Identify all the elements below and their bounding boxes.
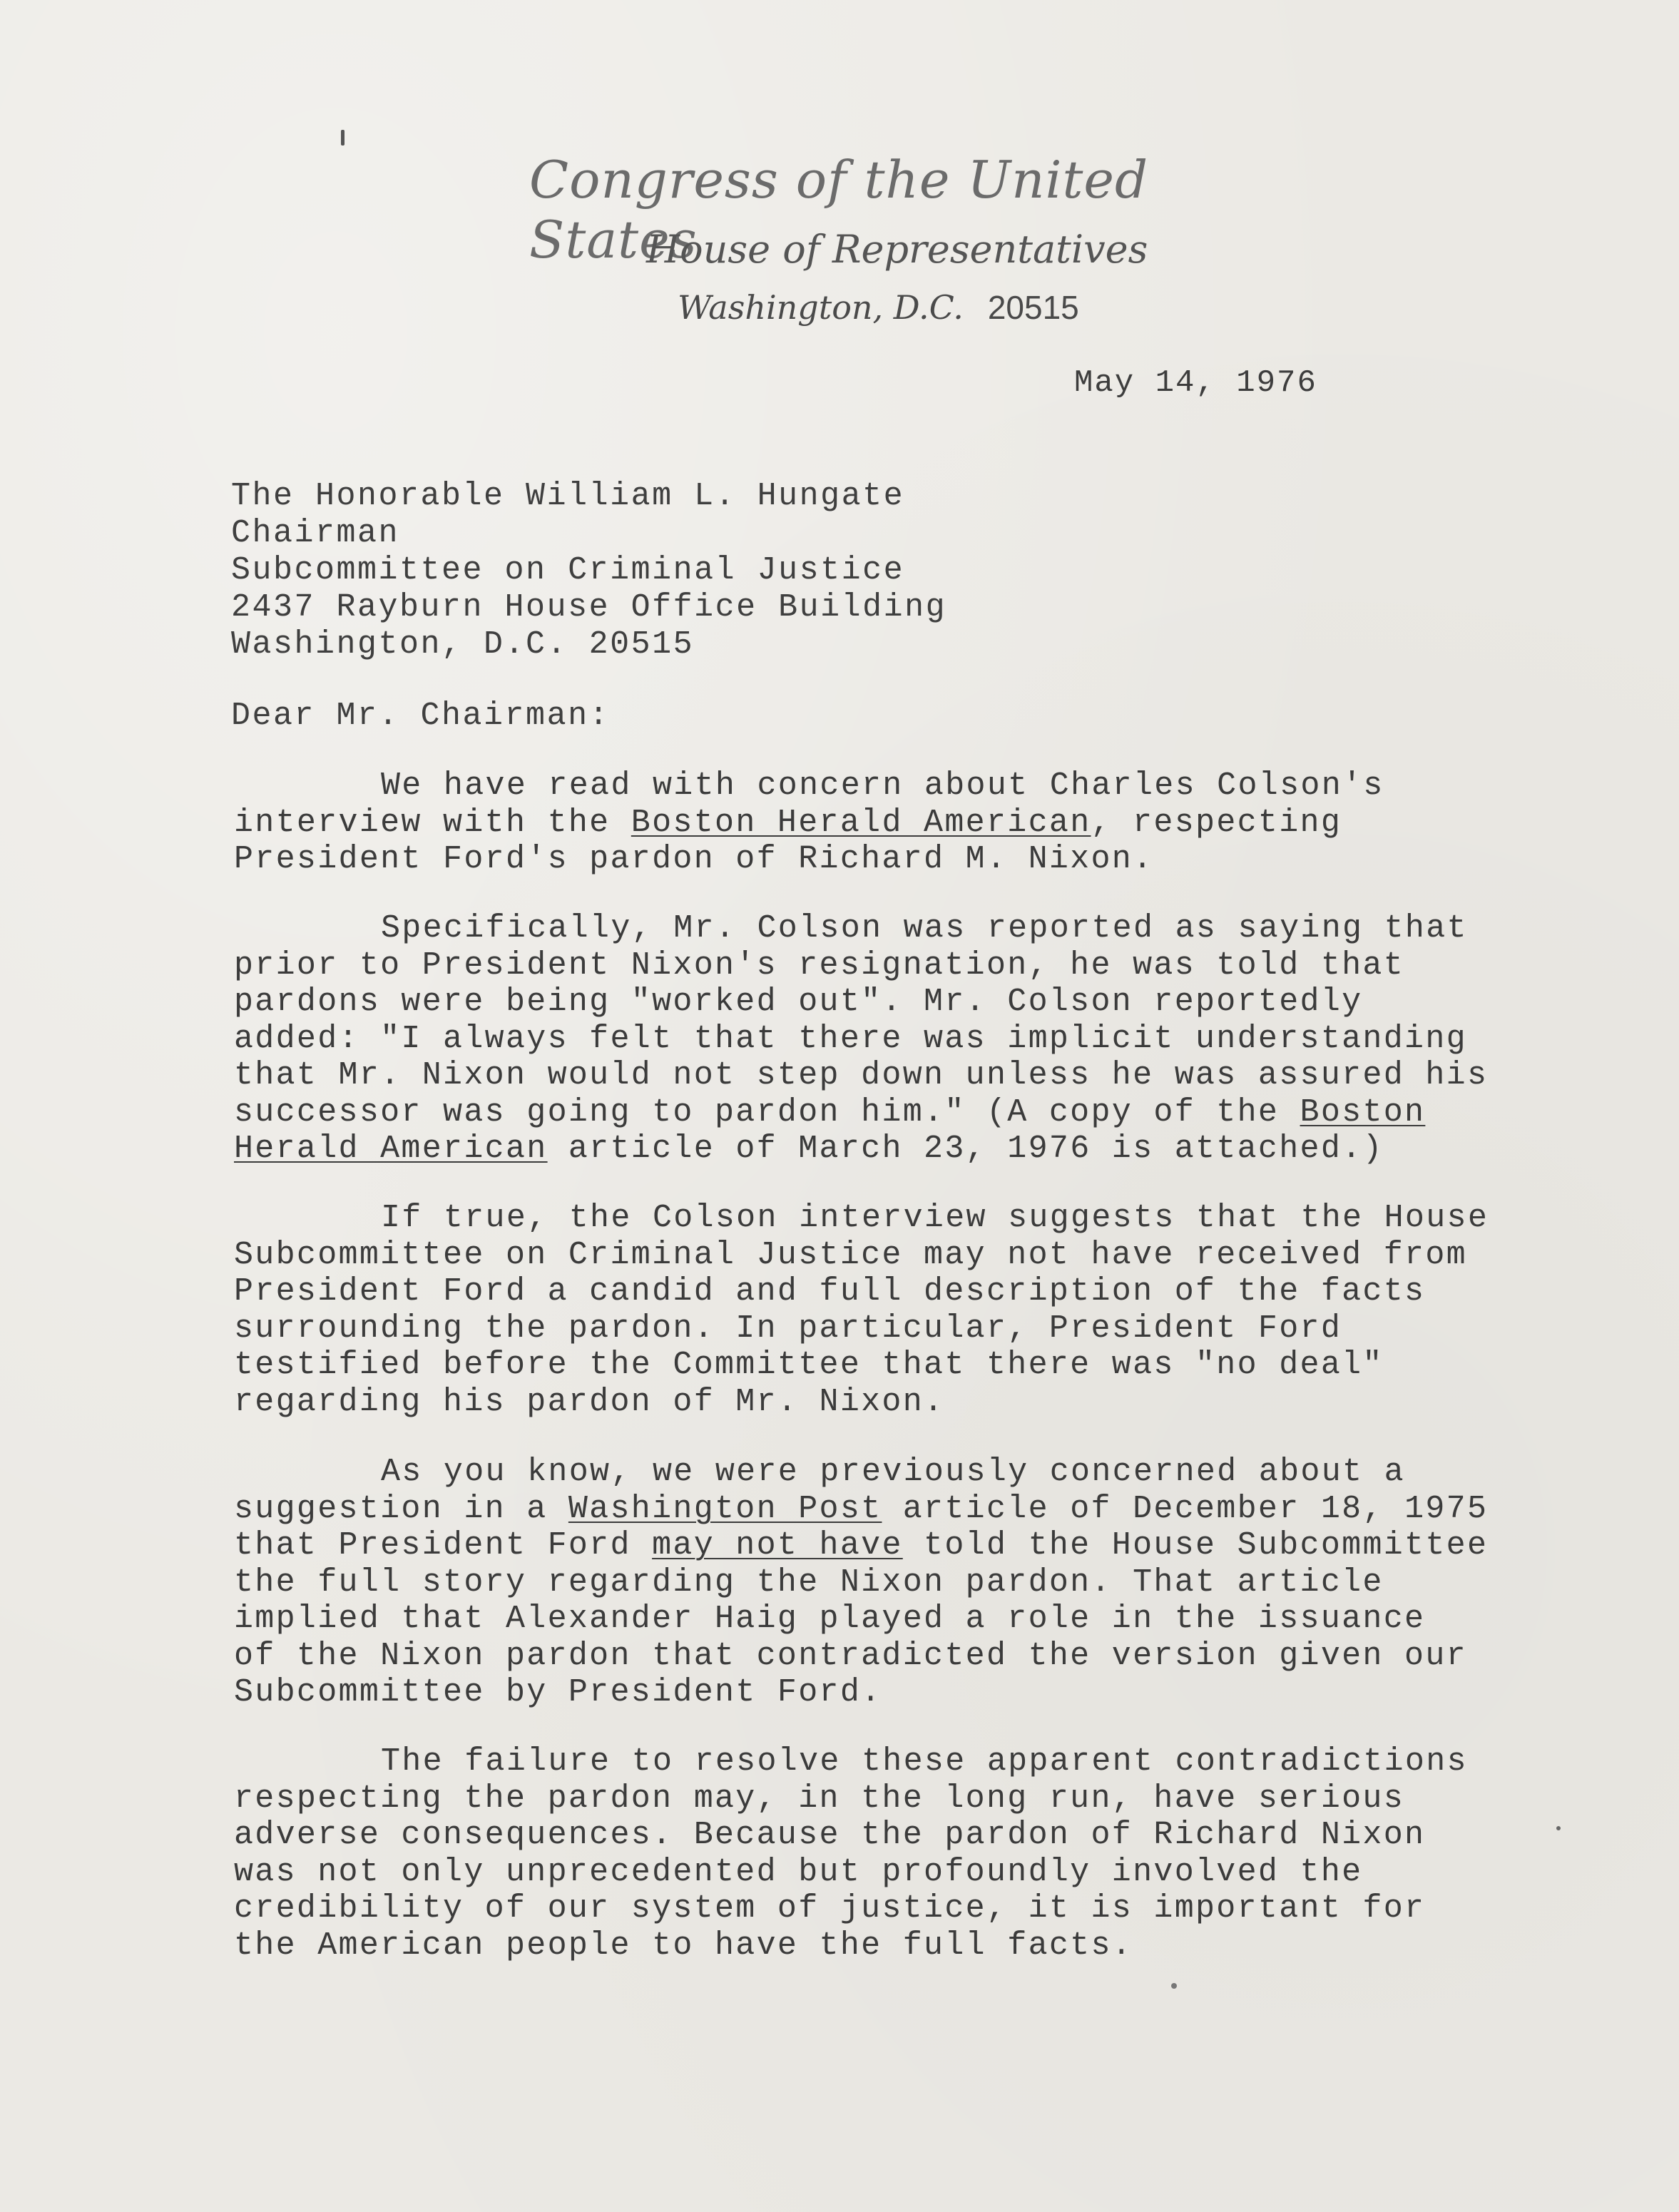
text-line: implied that Alexander Haig played a role in the issuance [234, 1601, 1426, 1637]
paragraph-1 [234, 768, 1589, 878]
paragraph-3 [234, 1200, 1589, 1420]
text-span: told the House Subcommittee [902, 1527, 1489, 1564]
letterhead-city-name: Washington, D.C. [678, 288, 964, 327]
underlined-title: Herald American [234, 1131, 548, 1167]
salutation: Dear Mr. Chairman: [231, 698, 611, 734]
letterhead-city [678, 288, 1177, 327]
text-line: added: "I always felt that there was implicit understanding [234, 1020, 1467, 1057]
text-line: President Ford's pardon of Richard M. Nixon. [234, 841, 1154, 877]
text-span: suggestion in a [234, 1490, 568, 1527]
underlined-title: Washington Post [568, 1490, 882, 1527]
text-line: regarding his pardon of Mr. Nixon. [234, 1383, 945, 1420]
letterhead-zip: 20515 [987, 289, 1079, 326]
recipient-line: Washington, D.C. 20515 [231, 626, 695, 663]
underlined-phrase: may not have [652, 1527, 903, 1564]
recipient-line: Subcommittee on Criminal Justice [231, 552, 905, 588]
text-line: of the Nixon pardon that contradicted the version given our [234, 1637, 1467, 1674]
recipient-line: Chairman [231, 515, 400, 551]
text-line: We have read with concern about Charles Colson's [381, 768, 1384, 804]
text-line: testified before the Committee that there was "no deal" [234, 1347, 1384, 1383]
text-line: Specifically, Mr. Colson was reported as saying that [381, 910, 1468, 947]
text-line: Subcommittee on Criminal Justice may not have received from [234, 1236, 1467, 1273]
paragraph-5 [234, 1743, 1589, 1964]
text-line: pardons were being "worked out". Mr. Colson reportedly [234, 984, 1363, 1020]
ink-speck [341, 130, 345, 146]
text-line [234, 1491, 1589, 1528]
text-line [234, 1527, 1589, 1564]
paragraph-2 [234, 910, 1589, 1168]
text-line: adverse consequences. Because the pardon of Richard Nixon [234, 1817, 1426, 1853]
text-line: As you know, we were previously concerned about a [381, 1454, 1405, 1490]
text-line: that Mr. Nixon would not step down unless he was assured his [234, 1057, 1489, 1094]
paragraph-4 [234, 1454, 1589, 1711]
ink-speck [1171, 1983, 1177, 1989]
letter-date: May 14, 1976 [1074, 365, 1317, 401]
text-line: surrounding the pardon. In particular, President Ford [234, 1310, 1342, 1347]
text-line: the American people to have the full facts. [234, 1927, 1133, 1964]
text-line [234, 805, 1589, 842]
text-line: If true, the Colson interview suggests that the House [381, 1200, 1489, 1236]
underlined-title: Boston [1300, 1094, 1426, 1131]
text-span: article of December 18, 1975 [882, 1490, 1489, 1527]
text-line [234, 1094, 1589, 1131]
text-line: the full story regarding the Nixon pardon. That article [234, 1564, 1384, 1601]
text-span: interview with the [234, 804, 631, 841]
text-line: respecting the pardon may, in the long run, have serious [234, 1780, 1405, 1817]
text-line: prior to President Nixon's resignation, he was told that [234, 947, 1405, 984]
text-line [234, 1131, 1589, 1168]
text-span: that President Ford [234, 1527, 653, 1564]
text-line: credibility of our system of justice, it is important for [234, 1890, 1426, 1927]
letterhead-house: House of Representatives [646, 227, 1148, 272]
letterhead-congress: Congress of the United States [529, 150, 1149, 270]
text-line: was not only unprecedented but profoundly involved the [234, 1853, 1363, 1890]
recipient-address [231, 478, 946, 663]
text-line: The failure to resolve these apparent contradictions [381, 1743, 1468, 1780]
text-line: Subcommittee by President Ford. [234, 1674, 882, 1711]
ink-speck [1556, 1826, 1561, 1830]
text-span: successor was going to pardon him." (A copy of the [234, 1094, 1300, 1131]
recipient-line: 2437 Rayburn House Office Building [231, 589, 947, 626]
underlined-title: Boston Herald American [631, 804, 1091, 841]
text-line: President Ford a candid and full description of the facts [234, 1273, 1426, 1310]
recipient-line: The Honorable William L. Hungate [231, 478, 905, 514]
text-span: , respecting [1091, 804, 1342, 841]
text-span: article of March 23, 1976 is attached.) [547, 1131, 1384, 1167]
